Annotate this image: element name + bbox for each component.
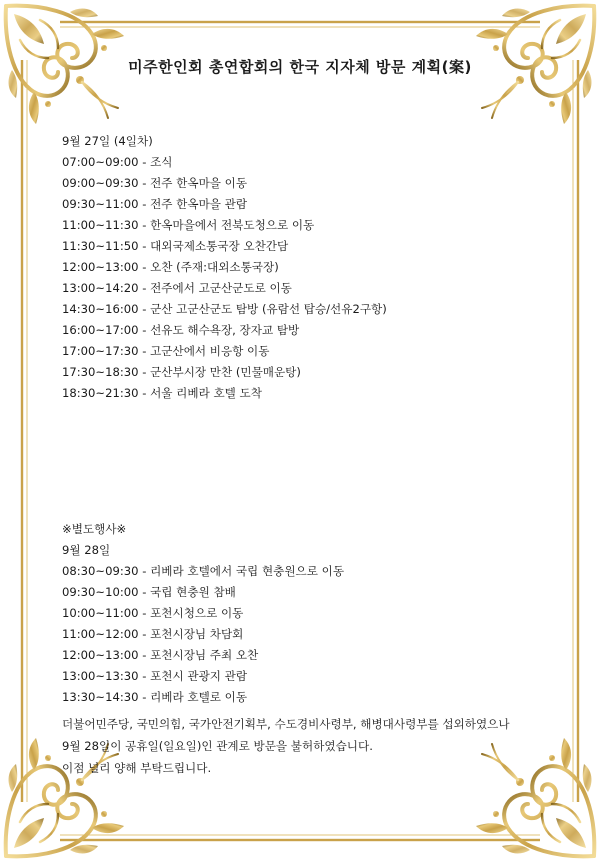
schedule-item: 11:00~11:30 - 한옥마을에서 전북도청으로 이동 bbox=[62, 218, 315, 232]
note-line: 더불어민주당, 국민의힘, 국가안전기획부, 수도경비사령부, 해병대사령부를 섭외하였으나 bbox=[62, 717, 510, 731]
schedule-item: 13:00~13:30 - 포천시 관광지 관람 bbox=[62, 669, 248, 683]
note-line: 9월 28일이 공휴일(일요일)인 관계로 방문을 불허하였습니다. bbox=[62, 739, 373, 753]
day-heading: 9월 28일 bbox=[62, 543, 111, 557]
schedule-item: 16:00~17:00 - 선유도 해수욕장, 장자교 탐방 bbox=[62, 323, 300, 337]
schedule-item: 09:30~10:00 - 국립 현충원 참배 bbox=[62, 585, 236, 599]
schedule-item: 09:30~11:00 - 전주 한옥마을 관람 bbox=[62, 197, 248, 211]
schedule-item: 14:30~16:00 - 군산 고군산군도 탐방 (유람선 탑승/선유2구항) bbox=[62, 302, 387, 316]
day-heading: 9월 27일 (4일차) bbox=[62, 134, 153, 148]
schedule-item: 10:00~11:00 - 포천시청으로 이동 bbox=[62, 606, 244, 620]
schedule-item: 18:30~21:30 - 서울 리베라 호텔 도착 bbox=[62, 386, 262, 400]
note-line: 이점 널리 양해 부탁드립니다. bbox=[62, 761, 212, 775]
document-title: 미주한인회 총연합회의 한국 지자체 방문 계획(案) bbox=[128, 58, 472, 76]
schedule-item: 09:00~09:30 - 전주 한옥마을 이동 bbox=[62, 176, 248, 190]
schedule-day-2 bbox=[62, 519, 542, 708]
schedule-item: 07:00~09:00 - 조식 bbox=[62, 155, 173, 169]
schedule-day-1 bbox=[62, 131, 542, 404]
schedule-item: 17:30~18:30 - 군산부시장 만찬 (민물매운탕) bbox=[62, 365, 301, 379]
schedule-item: 11:00~12:00 - 포천시장님 차담회 bbox=[62, 627, 244, 641]
schedule-item: 13:30~14:30 - 리베라 호텔로 이동 bbox=[62, 690, 248, 704]
schedule-item: 11:30~11:50 - 대외국제소통국장 오찬간담 bbox=[62, 239, 289, 253]
schedule-item: 12:00~13:00 - 오찬 (주재:대외소통국장) bbox=[62, 260, 279, 274]
closing-note bbox=[62, 713, 542, 779]
special-event-marker: ※별도행사※ bbox=[62, 522, 127, 536]
schedule-item: 12:00~13:00 - 포천시장님 주최 오찬 bbox=[62, 648, 259, 662]
schedule-item: 13:00~14:20 - 전주에서 고군산군도로 이동 bbox=[62, 281, 292, 295]
schedule-item: 08:30~09:30 - 리베라 호텔에서 국립 현충원으로 이동 bbox=[62, 564, 345, 578]
schedule-item: 17:00~17:30 - 고군산에서 비응항 이동 bbox=[62, 344, 270, 358]
